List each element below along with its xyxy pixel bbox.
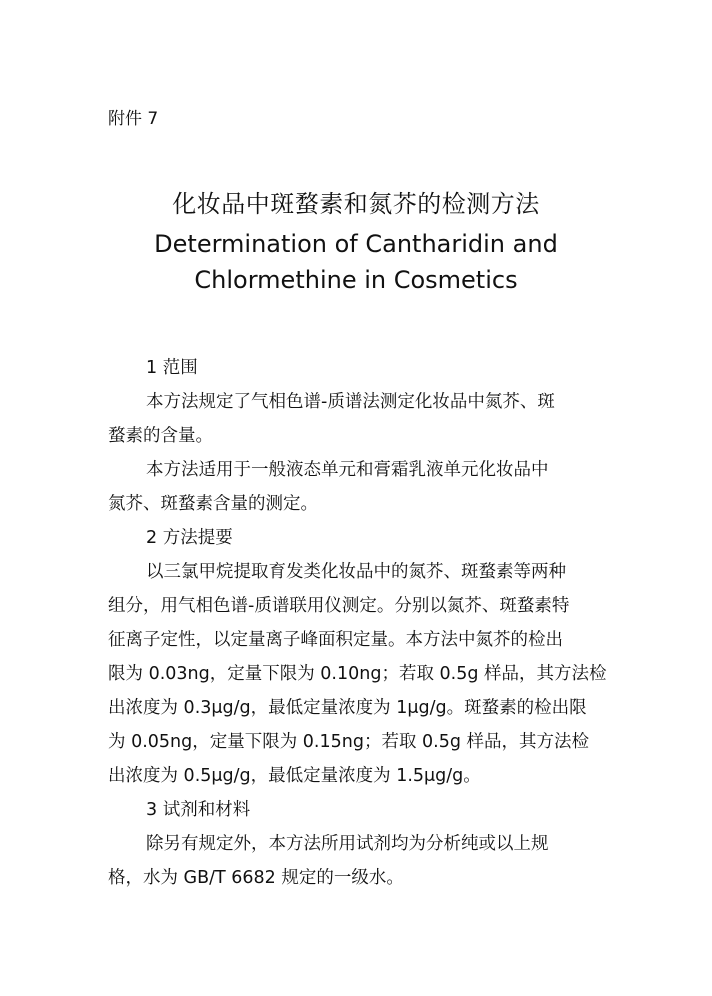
section-2-line-7: 出浓度为 0.5μg/g，最低定量浓度为 1.5μg/g。 xyxy=(108,766,481,786)
title-english xyxy=(0,226,712,298)
section-2-line-5: 出浓度为 0.3μg/g，最低定量浓度为 1μg/g。斑蝥素的检出限 xyxy=(108,698,587,718)
attachment-label: 附件 7 xyxy=(108,109,159,129)
title-english-line2: Chlormethine in Cosmetics xyxy=(194,266,518,294)
section-1-heading: 1 范围 xyxy=(146,358,198,378)
section-3-heading: 3 试剂和材料 xyxy=(146,800,251,820)
section-1-paragraph-2-line-2: 氮芥、斑蝥素含量的测定。 xyxy=(108,494,318,514)
section-3-line-2: 格，水为 GB/T 6682 规定的一级水。 xyxy=(108,868,404,888)
title-chinese: 化妆品中斑蝥素和氮芥的检测方法 xyxy=(172,190,540,218)
section-2-line-3: 征离子定性，以定量离子峰面积定量。本方法中氮芥的检出 xyxy=(108,630,563,650)
section-2-line-4: 限为 0.03ng，定量下限为 0.10ng；若取 0.5g 样品，其方法检 xyxy=(108,664,607,684)
body-content xyxy=(108,351,610,895)
section-2-line-6: 为 0.05ng，定量下限为 0.15ng；若取 0.5g 样品，其方法检 xyxy=(108,732,590,752)
section-2-line-2: 组分，用气相色谱-质谱联用仪测定。分别以氮芥、斑蝥素特 xyxy=(108,596,570,616)
section-2-heading: 2 方法提要 xyxy=(146,528,233,548)
section-1-paragraph-1-line-2: 蝥素的含量。 xyxy=(108,426,213,446)
title-english-line1: Determination of Cantharidin and xyxy=(154,230,558,258)
section-3-line-1: 除另有规定外，本方法所用试剂均为分析纯或以上规 xyxy=(146,834,549,854)
section-2-line-1: 以三氯甲烷提取育发类化妆品中的氮芥、斑蝥素等两种 xyxy=(146,562,566,582)
section-1-paragraph-1-line-1: 本方法规定了气相色谱-质谱法测定化妆品中氮芥、斑 xyxy=(146,392,555,412)
section-1-paragraph-2-line-1: 本方法适用于一般液态单元和膏霜乳液单元化妆品中 xyxy=(146,460,549,480)
